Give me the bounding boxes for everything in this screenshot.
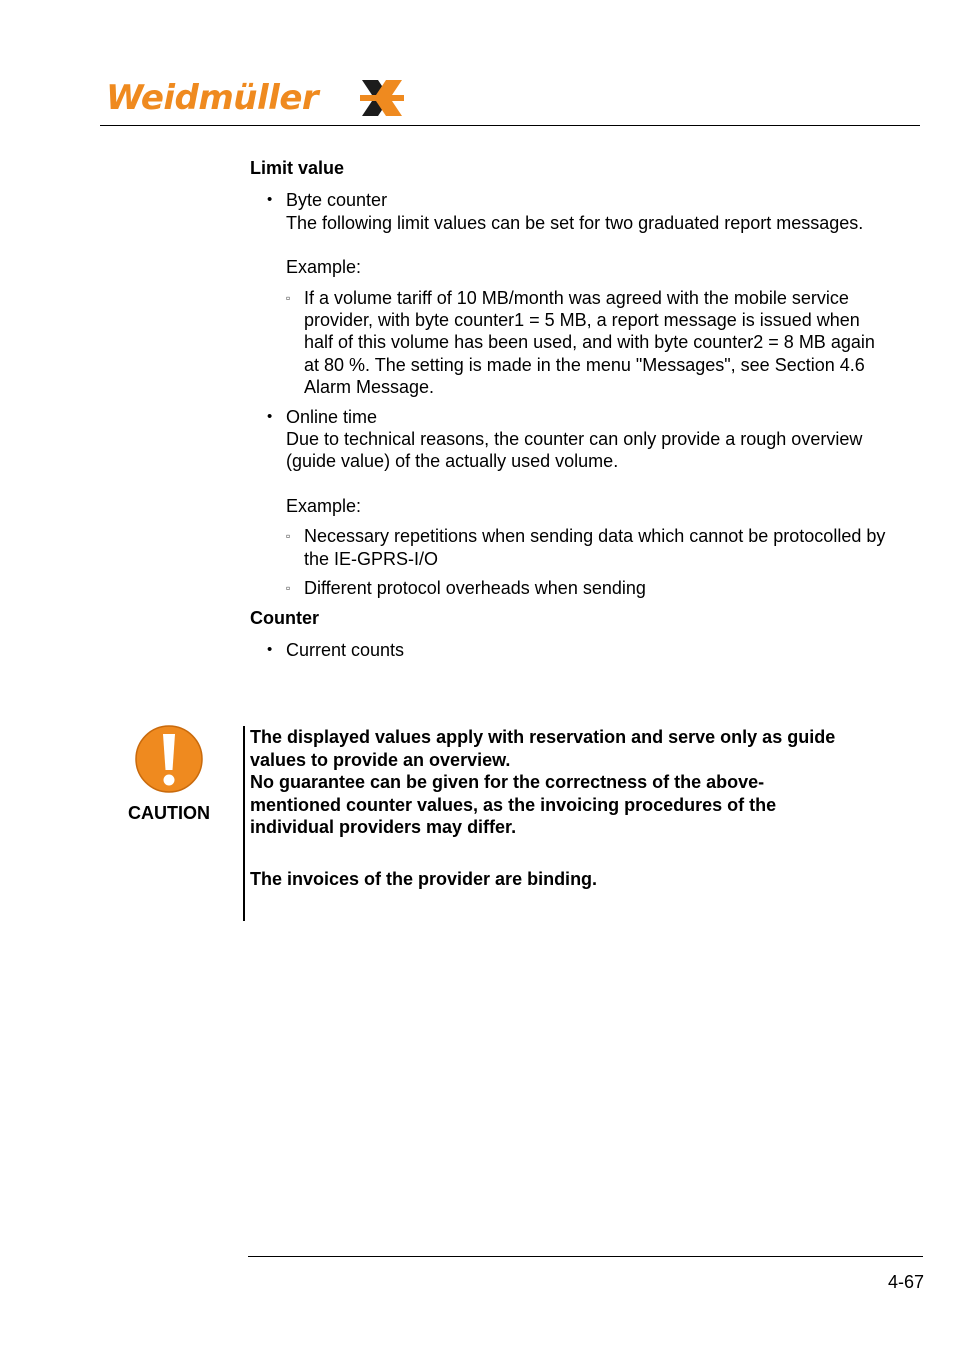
weidmuller-cross-mark-icon bbox=[358, 76, 406, 120]
brand-logo bbox=[106, 76, 406, 120]
byte-counter-description: The following limit values can be set for two graduated report messages. bbox=[286, 212, 864, 233]
online-time-example-label: Example: bbox=[286, 495, 362, 516]
list-item-current-counts: • Current counts bbox=[250, 639, 890, 661]
online-time-examples bbox=[286, 525, 890, 599]
list-item-byte-counter bbox=[250, 189, 890, 398]
page-number: 4-67 bbox=[887, 1272, 924, 1292]
online-time-description: Due to technical reasons, the counter can only provide a rough overview (guide value) of the actually used volume. bbox=[286, 429, 863, 472]
byte-counter-example-label: Example: bbox=[286, 257, 362, 278]
list-item: ▫ If a volume tariff of 10 MB/month was agreed with the mobile service provider, with byte counter1 = 5 MB, a report message is issued when half of this volume has been used, and with byte counter2 = 8 MB again at 80 %. The setting is made in the menu "Messages", see Section 4.6 Alarm Message. bbox=[286, 287, 890, 399]
byte-counter-examples bbox=[286, 287, 890, 399]
limit-value-list bbox=[250, 189, 890, 599]
list-item: ▫ Necessary repetitions when sending data which cannot be protocolled by the IE-GPRS-I/O bbox=[286, 525, 890, 570]
counter-heading: Counter bbox=[250, 607, 319, 628]
caution-text bbox=[250, 726, 850, 891]
caution-label: CAUTION bbox=[128, 803, 210, 823]
caution-paragraph-2: No guarantee can be given for the correctness of the above-mentioned counter values, as the invoicing procedures of the individual providers may differ. bbox=[250, 772, 777, 838]
main-content bbox=[250, 157, 890, 667]
exclamation-icon bbox=[134, 724, 204, 794]
caution-divider bbox=[243, 726, 245, 921]
header-divider bbox=[100, 125, 920, 126]
list-item: ▫ Different protocol overheads when sending bbox=[286, 577, 890, 599]
online-time-title: • Online time bbox=[286, 406, 378, 427]
limit-value-heading: Limit value bbox=[250, 158, 345, 178]
caution-paragraph-1: The displayed values apply with reservation and serve only as guide values to provide an overview. bbox=[250, 727, 836, 770]
logo-wordmark: Weidmüller bbox=[106, 78, 319, 118]
list-item-online-time bbox=[250, 406, 890, 600]
counter-list bbox=[250, 639, 890, 661]
footer-divider bbox=[248, 1256, 923, 1257]
byte-counter-title: • Byte counter bbox=[286, 190, 388, 211]
caution-paragraph-3: The invoices of the provider are binding. bbox=[250, 868, 598, 889]
